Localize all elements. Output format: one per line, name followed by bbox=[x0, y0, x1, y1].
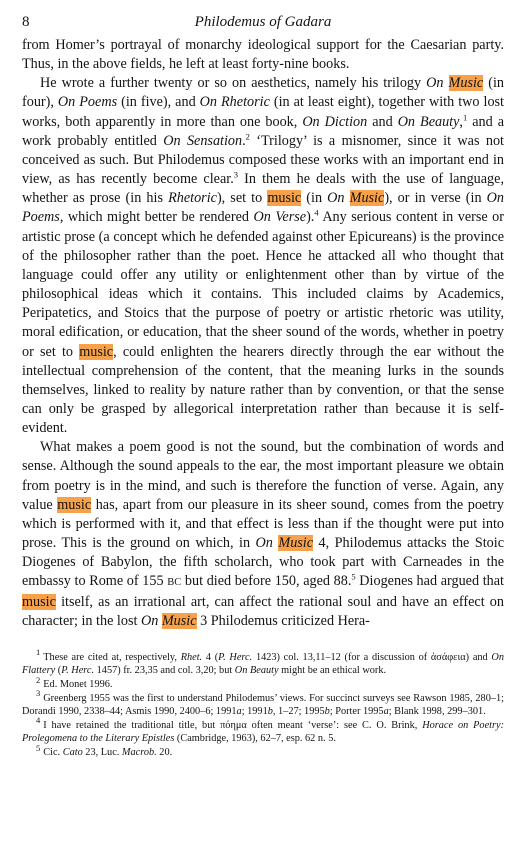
page-number: 8 bbox=[22, 14, 30, 30]
highlighted-term: Music bbox=[448, 75, 484, 92]
footnote-4: $^4$ I have retained the traditional title, but πόημα often meant ‘verse’: see C. O. Brink, Horace on Poetry: Prolegomena to the Literary Epistles (Cambridge, 1963), 62–7, esp. 62 n. 5. bbox=[22, 715, 505, 745]
paragraph-2: He wrote a further twenty or so on aesthetics, namely his trilogy On Music (in four), On Poems (in five), and On Rhetoric (in at least eight), together with two lost works, both apparently in more than one book, On Diction and On Beauty,$^1$ and a work probably entitled On Sensation.$^2$ ‘Trilogy’ is a misnomer, since it was not conceived as such. But Philodemus composed these works with an important end in view, as has recently become clear.$^3$ In them he deals with the use of language, whether as prose (in his Rhetoric), set to music (in On Music), or in verse (in On Poems, which might better be rendered On Verse).$^4$ Any serious content in verse or artistic prose (a concept which he defended against other Epicureans) is the province of the philosopher rather than the poet. Hence he attacked all who thought that language could offer any utility or enlightenment other than by virtue of the philosophical ideas which it contains. This included claims by Academics, Peripatetics, and Stoics that the purpose of poetry or artistic rhetoric was utility, moral edification, or education, that the sheer sound of the words, whether in poetry or set to music, could enlighten the hearers directly through the ear without the intellectual comprehension of the content, that the meaning lurks in the sounds themselves, linked to reality by nature rather than by convention, or that the sense can only be grasped by allegorical interpretation rather than because it is self-evident. bbox=[22, 75, 505, 437]
highlighted-term: Music bbox=[349, 190, 385, 207]
footnote-ref-3[interactable]: 3 bbox=[233, 169, 238, 180]
footnote-marker: 3 bbox=[36, 688, 41, 699]
paragraph-3: What makes a poem good is not the sound, but the combination of words and sense. Although the sound appeals to the ear, the most important pleasure we obtain from poetry is in the mind, and such is therefore the function of verse. Again, any value music has, apart from our pleasure in its sheer sound, comes from the poetry which is performed with it, and that effect is less than if the thought were put into prose. This is the ground on which, in On Music 4, Philodemus attacks the Stoic Diogenes of Babylon, the fifth scholarch, who took part with Carneades in the embassy to Rome of 155 BC but died before 150, aged 88.$^5$ Diogenes had argued that music itself, as an irrational art, can affect the rational soul and have an effect on character; in the lost On Music 3 Philodemus criticized Hera- bbox=[22, 439, 505, 629]
footnote-3: $^3$ Greenberg 1955 was the first to understand Philodemus’ views. For succinct surveys see Rawson 1985, 280–1; Dorandi 1990, 2338–44; Asmis 1990, 2400–6; 1991a; 1991b, 1–27; 1995b; Porter 1995a; Blank 1998, 299–301. bbox=[22, 688, 504, 718]
work-title: On bbox=[140, 612, 159, 629]
work-title: On Sensation bbox=[163, 132, 243, 149]
work-title: On Beauty bbox=[397, 113, 460, 130]
greek-term: πόημα bbox=[220, 719, 247, 731]
work-title: On Diction bbox=[302, 113, 368, 130]
era-abbreviation: BC bbox=[167, 577, 182, 589]
work-title: On Verse bbox=[253, 209, 307, 226]
work-title: On Poems bbox=[57, 94, 118, 111]
footnote-ref-2[interactable]: 2 bbox=[245, 131, 250, 142]
highlighted-term: music bbox=[79, 343, 114, 360]
page-header bbox=[22, 14, 504, 36]
footnote-5: $^5$ Cic. Cato 23, Luc. Macrob. 20. bbox=[36, 742, 173, 758]
footnote-ref-5[interactable]: 5 bbox=[351, 571, 356, 582]
work-title: On bbox=[327, 190, 345, 207]
work-title: On bbox=[255, 535, 273, 552]
work-title: Rhetoric bbox=[168, 190, 217, 207]
paragraph-1: from Homer’s portrayal of monarchy ideological support for the Caesarian party. Thus, in the above fields, he left at least forty-nine books. bbox=[22, 37, 504, 73]
footnote-ref-4[interactable]: 4 bbox=[314, 207, 319, 218]
footnote-marker: 4 bbox=[36, 715, 41, 726]
footnotes bbox=[22, 647, 505, 760]
footnote-1: $^1$ These are cited at, respectively, Rhet. 4 (P. Herc. 1423) col. 13,11–12 (for a discussion of ἀσάφεια) and On Flattery (P. Herc. 1457) fr. 23,35 and col. 3,20; but On Beauty might be an ethical work. bbox=[22, 647, 505, 677]
footnote-marker: 2 bbox=[36, 674, 41, 685]
highlighted-term: music bbox=[267, 190, 302, 207]
work-title: On bbox=[426, 75, 444, 92]
footnote-marker: 1 bbox=[36, 647, 41, 658]
highlighted-term: Music bbox=[278, 535, 314, 552]
footnote-2: $^2$ Ed. Monet 1996. bbox=[36, 674, 113, 691]
highlighted-term: music bbox=[22, 593, 56, 610]
highlighted-term: music bbox=[57, 496, 92, 513]
work-title: On Poems bbox=[22, 190, 504, 226]
footnote-marker: 5 bbox=[36, 742, 41, 753]
body-text bbox=[22, 36, 504, 631]
highlighted-term: Music bbox=[161, 612, 197, 629]
footnote-ref-1[interactable]: 1 bbox=[462, 111, 468, 122]
work-title: On Rhetoric bbox=[199, 94, 270, 111]
greek-term: ἀσάφεια bbox=[430, 651, 466, 663]
running-head: Philodemus of Gadara bbox=[194, 14, 332, 30]
